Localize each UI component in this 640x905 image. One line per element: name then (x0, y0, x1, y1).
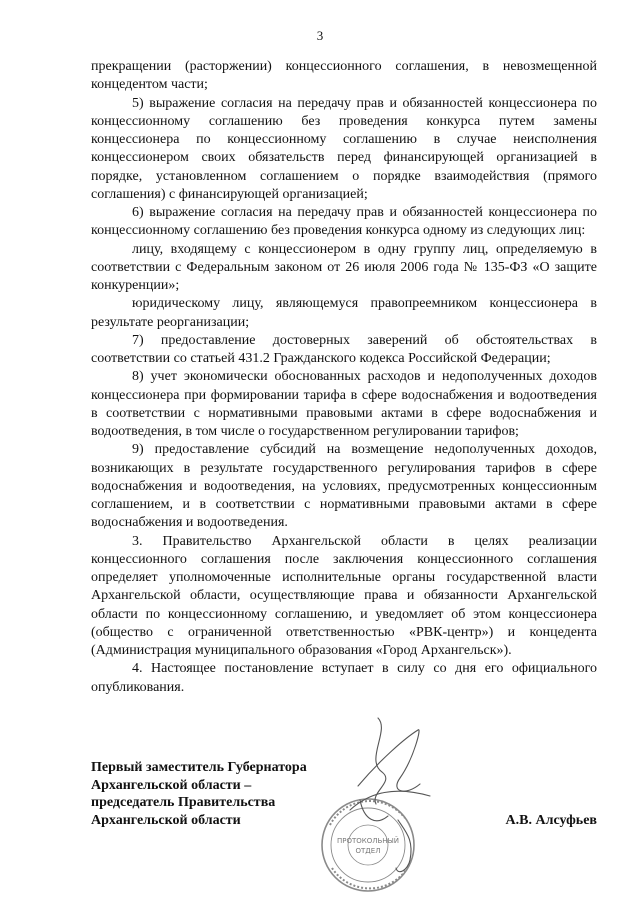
paragraph-section-3: 3. Правительство Архангельской области в целях реализации концессионного соглашения после заключения концессионного соглашения определяет уполномоченные исполнительные органы государственной власти Архангельской области, осуществляющие права и обязанности Архангельской области по концессионному соглашению, и уведомляет об этом концессионера (общество с ограниченной ответственностью «РВК-центр») и концедента (Администрация муниципального образования «Город Архангельск»). (91, 533, 597, 658)
paragraph-item-6-person-group: лицу, входящему с концессионером в одну группу лиц, определяемую в соответствии с Федеральным законом от 26 июля 2006 года № 135-ФЗ «О защите конкуренции»; (91, 241, 597, 293)
paragraph-item-5: 5) выражение согласия на передачу прав и обязанностей концессионера по концессионному соглашению без проведения конкурса путем замены концессионера по концессионному соглашению в случае неисполнения концессионером своих обязательств перед финансирующей организацией в порядке, установленном соглашением о порядке взаимодействия (прямого соглашения) с финансирующей организацией; (91, 95, 597, 202)
paragraph-item-8: 8) учет экономически обоснованных расходов и недополученных доходов концессионера при формировании тарифа в сфере водоснабжения и водоотведения в соответствии с нормативными правовыми актами в сфере водоснабжения и водоотведения, в том числе о государственном регулировании тарифов; (91, 369, 597, 439)
signatory-title-line: председатель Правительства (91, 795, 276, 810)
signatory-name: А.В. Алсуфьев (505, 812, 597, 828)
paragraph-item-6-legal-successor: юридическому лицу, являющемуся правопреемником концессионера в результате реорганизации; (91, 296, 597, 330)
paragraph-item-6: 6) выражение согласия на передачу прав и обязанностей концессионера по концессионному соглашению без проведения конкурса одному из следующих лиц: (91, 205, 597, 239)
paragraph-item-9: 9) предоставление субсидий на возмещение недополученных доходов, возникающих в результате государственного регулирования тарифов в сфере водоснабжения и водоотведения, на условиях, предусмотренных концессионным соглашением, и в соответствии с нормативными правовыми актами в сфере водоснабжения и водоотведения. (91, 442, 597, 531)
paragraph-section-4: 4. Настоящее постановление вступает в силу со дня его официального опубликования. (91, 661, 597, 695)
page-number: 3 (316, 28, 324, 43)
signatory-title-line: Первый заместитель Губернатора (91, 760, 307, 775)
seal-center-line-1: ПРОТОКОЛЬНЫЙ (336, 837, 400, 845)
paragraph-continuation: прекращении (расторжении) концессионного соглашения, в невозмещенной концедентом части; (91, 59, 597, 93)
seal-center-line-2: ОТДЕЛ (355, 847, 381, 855)
signature-block (91, 759, 597, 829)
signatory-title-line: Архангельской области – (91, 777, 252, 793)
signatory-title-line: Архангельской области (91, 812, 241, 828)
paragraph-item-7: 7) предоставление достоверных заверений об обстоятельствах в соответствии со статьей 431.2 Гражданского кодекса Российской Федерации; (91, 332, 597, 366)
document-body (91, 58, 597, 697)
